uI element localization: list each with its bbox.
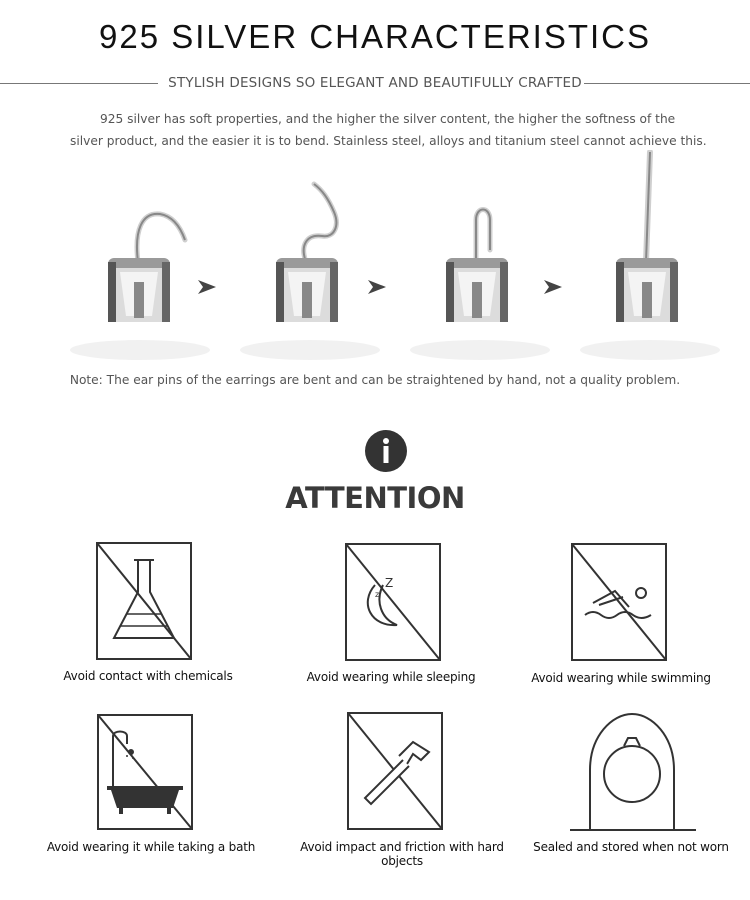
info-icon [364,429,408,473]
sleeping-moon-icon [345,543,441,661]
swimming-icon [571,543,667,661]
svg-text:z: z [375,590,380,599]
arrow-right-icon [544,278,564,296]
subtitle: STYLISH DESIGNS SO ELEGANT AND BEAUTIFULLY CRAFTED [168,75,582,91]
attention-heading: ATTENTION [285,481,465,515]
intro-paragraph: 925 silver has soft properties, and the higher the silver content, the higher the softness of the silver product, and the easier it is to bend. Stainless steel, alloys and titanium steel cannot achieve this. [70,112,707,148]
bathtub-icon [97,714,193,830]
arrow-right-icon [198,278,218,296]
warning-label-storage: Sealed and stored when not worn [533,840,729,854]
earring-image-u-pin [400,150,560,370]
earring-image-bent-hook [60,150,220,370]
warning-label-sleeping: Avoid wearing while sleeping [306,670,476,684]
warning-label-swimming: Avoid wearing while swimming [531,671,711,685]
warning-label-bath: Avoid wearing it while taking a bath [46,840,256,854]
note-text: Note: The ear pins of the earrings are bent and can be straightened by hand, not a quality problem. [69,373,681,387]
earring-image-zigzag-pin [230,150,390,370]
svg-text:Z: Z [385,576,394,590]
page-title: 925 SILVER CHARACTERISTICS [98,18,652,55]
subtitle-divider [0,73,750,95]
sealed-ring-box-icon [568,712,698,832]
warning-label-chemicals: Avoid contact with chemicals [63,669,233,683]
earring-bending-sequence [30,150,720,370]
warning-label-hard-objects: Avoid impact and friction with hard objects [300,840,504,868]
hammer-icon [347,712,443,830]
chemical-flask-icon [96,542,192,660]
earring-image-straight-pin [570,150,730,370]
arrow-right-icon [368,278,388,296]
